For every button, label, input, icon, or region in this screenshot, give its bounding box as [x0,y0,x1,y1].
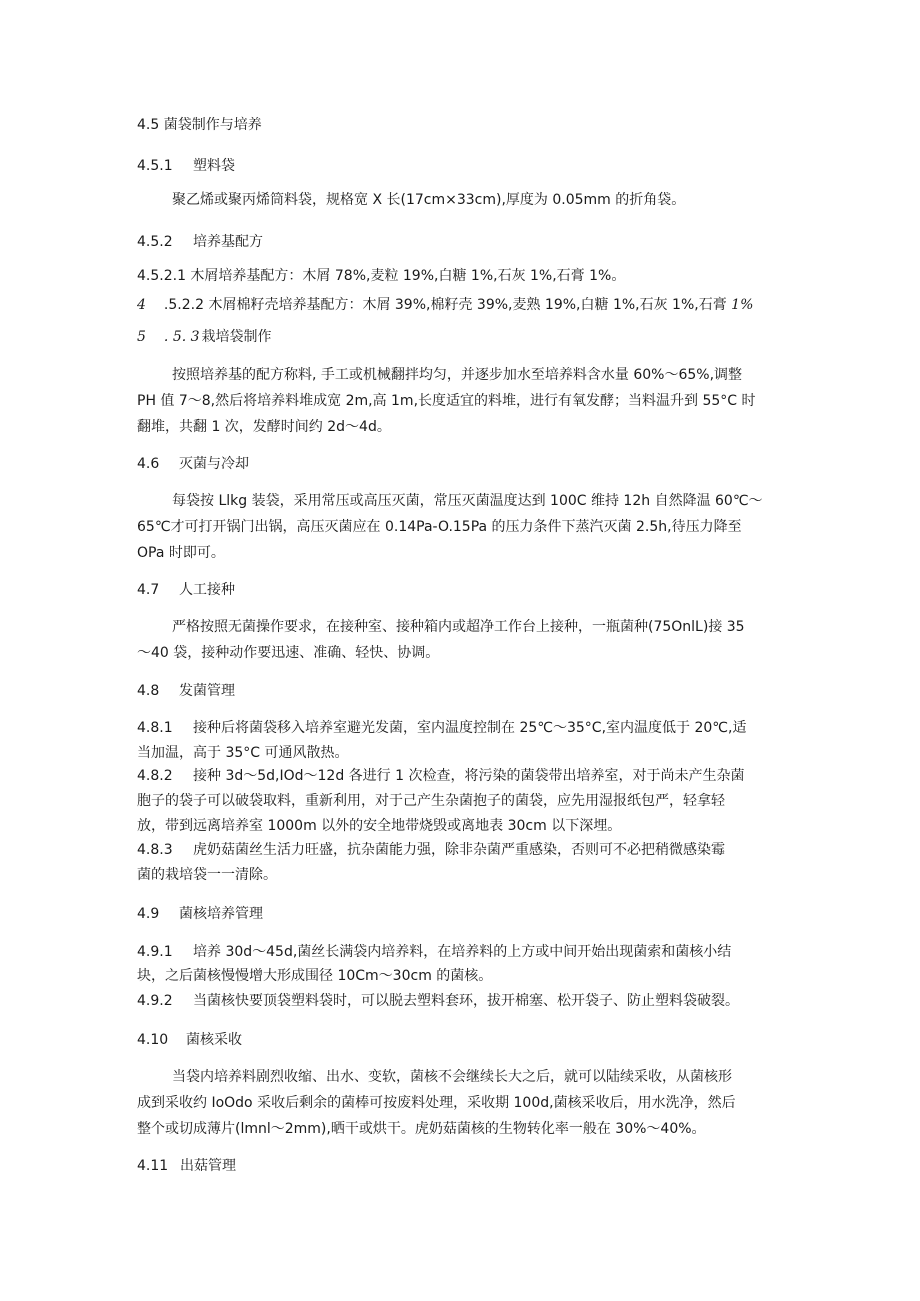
section-4-7-number: 4.7 [137,582,160,598]
section-4-5-3-line-2: PH 值 7～8,然后将培养料堆成宽 2m,高 1m,长度适宜的料堆，进行有氧发酵；当料温升到 55°C 时 [137,393,756,409]
section-4-5-2-2-text [137,295,753,315]
section-4-8-3-line-2: 菌的栽培袋一一清除。 [137,867,277,883]
section-4-8-2-line-3: 放，带到远离培养室 1000m 以外的安全地带烧毁或离地表 30cm 以下深埋。 [137,818,622,834]
section-4-5-2-2-body: .5.2.2 木屑棉籽壳培养基配方：木屑 39%,棉籽壳 39%,麦熟 19%,白糖 1%,石灰 1%,石膏 [163,297,732,313]
section-4-8-title: 发菌管理 [179,683,235,699]
section-4-10-number: 4.10 [137,1032,169,1048]
section-4-8-2-line-1: 接种 3d～5d,IOd～12d 各进行 1 次检查，将污染的菌袋带出培养室，对于尚未产生杂菌 [193,768,745,784]
section-4-5-2-2-suffix: 1% [731,297,754,313]
section-4-8-2-line-2: 胞子的袋子可以破袋取料，重新利用，对于己产生杂菌抱子的菌袋，应先用湿报纸包严，轻拿轻 [137,793,725,809]
section-4-7-line-1: 严格按照无菌操作要求，在接种室、接种箱内或超净工作台上接种，一瓶菌种(75OnlL)接 35 [172,619,745,635]
section-4-9-1-line-1: 培养 30d～45d,菌丝长满袋内培养料，在培养料的上方或中间开始出现菌索和菌核小结 [193,944,732,960]
section-4-5-3-line-1: 按照培养基的配方称料, 手工或机械翻拌均匀，并逐步加水至培养料含水量 60%～65%,调整 [172,367,743,383]
section-4-7-line-2: ～40 袋，接种动作要迅速、准确、轻快、协调。 [137,645,440,661]
section-4-9-number: 4.9 [137,906,160,922]
section-4-9-2-line-1: 当菌核快要顶袋塑料袋时，可以脱去塑料套环，拔开棉塞、松开袋子、防止塑料袋破裂。 [193,993,739,1009]
section-4-9-title: 菌核培养管理 [179,906,263,922]
section-4-10-title: 菌核采收 [186,1032,242,1048]
section-4-8-number: 4.8 [137,683,160,699]
section-4-11-number: 4.11 [137,1158,169,1174]
section-4-7-title: 人工接种 [179,582,235,598]
section-4-8-1-number: 4.8.1 [137,720,173,736]
section-4-5-3-title: 栽培袋制作 [201,329,272,345]
section-4-5-3-line-3: 翻堆，共翻 1 次，发酵时间约 2d～4d。 [137,419,391,435]
section-4-8-3-number: 4.8.3 [137,842,173,858]
section-4-8-1-line-1: 接种后将菌袋移入培养室避光发菌，室内温度控制在 25℃～35°C,室内温度低于 20℃,适 [193,720,747,736]
section-4-9-1-line-2: 块，之后菌核慢慢增大形成围径 10Cm～30cm 的菌核。 [137,968,493,984]
section-4-5-2-title: 培养基配方 [193,234,263,250]
section-4-9-2-number: 4.9.2 [137,993,173,1009]
section-4-10-line-3: 整个或切成薄片(lmnl～2mm),晒干或烘干。虎奶菇菌核的生物转化率一般在 30%～40%。 [137,1121,706,1137]
section-4-5-1-number: 4.5.1 [137,158,173,174]
section-4-6-number: 4.6 [137,456,160,472]
section-4-10-line-2: 成到采收约 IoOdo 采收后剩余的菌棒可按废料处理，采收期 100d,菌核采收后，用水洗净，然后 [137,1095,736,1111]
section-4-5-2-1-text: 4.5.2.1 木屑培养基配方：木屑 78%,麦粒 19%,白糖 1%,石灰 1%,石膏 1%。 [137,268,626,284]
section-4-5-heading: 4.5 菌袋制作与培养 [137,117,262,133]
section-4-5-3-number: . 5. 3 [163,329,200,345]
section-4-6-line-1: 每袋按 Llkg 装袋，采用常压或高压灭菌，常压灭菌温度达到 100C 维持 12h 自然降温 60℃～ [172,493,763,509]
section-4-11-title: 出菇管理 [180,1158,236,1174]
section-4-10-line-1: 当袋内培养料剧烈收缩、出水、变软，菌核不会继续长大之后，就可以陆续采收，从菌核形 [172,1069,732,1085]
section-4-5-2-2-prefix: 4 [137,297,146,313]
section-4-6-line-2: 65℃才可打开锅门出锅，高压灭菌应在 0.14Pa-O.15Pa 的压力条件下蒸汽灭菌 2.5h,待压力降至 [137,519,742,535]
section-4-5-2-number: 4.5.2 [137,234,173,250]
section-4-5-1-title: 塑料袋 [193,158,235,174]
section-4-8-1-line-2: 当加温，高于 35°C 可通风散热。 [137,745,349,761]
section-4-8-3-line-1: 虎奶菇菌丝生活力旺盛，抗杂菌能力强，除非杂菌严重感染，否则可不必把稍微感染霉 [193,842,725,858]
section-4-6-title: 灭菌与冷却 [179,456,249,472]
section-4-5-1-text: 聚乙烯或聚丙烯筒料袋，规格宽 X 长(17cm×33cm),厚度为 0.05mm 的折角袋。 [172,192,686,208]
section-4-5-3-prefix: 5 [137,329,146,345]
section-4-6-line-3: OPa 时即可。 [137,545,225,561]
section-4-8-2-number: 4.8.2 [137,768,173,784]
section-4-9-1-number: 4.9.1 [137,944,173,960]
section-4-5-3-heading [137,327,272,347]
